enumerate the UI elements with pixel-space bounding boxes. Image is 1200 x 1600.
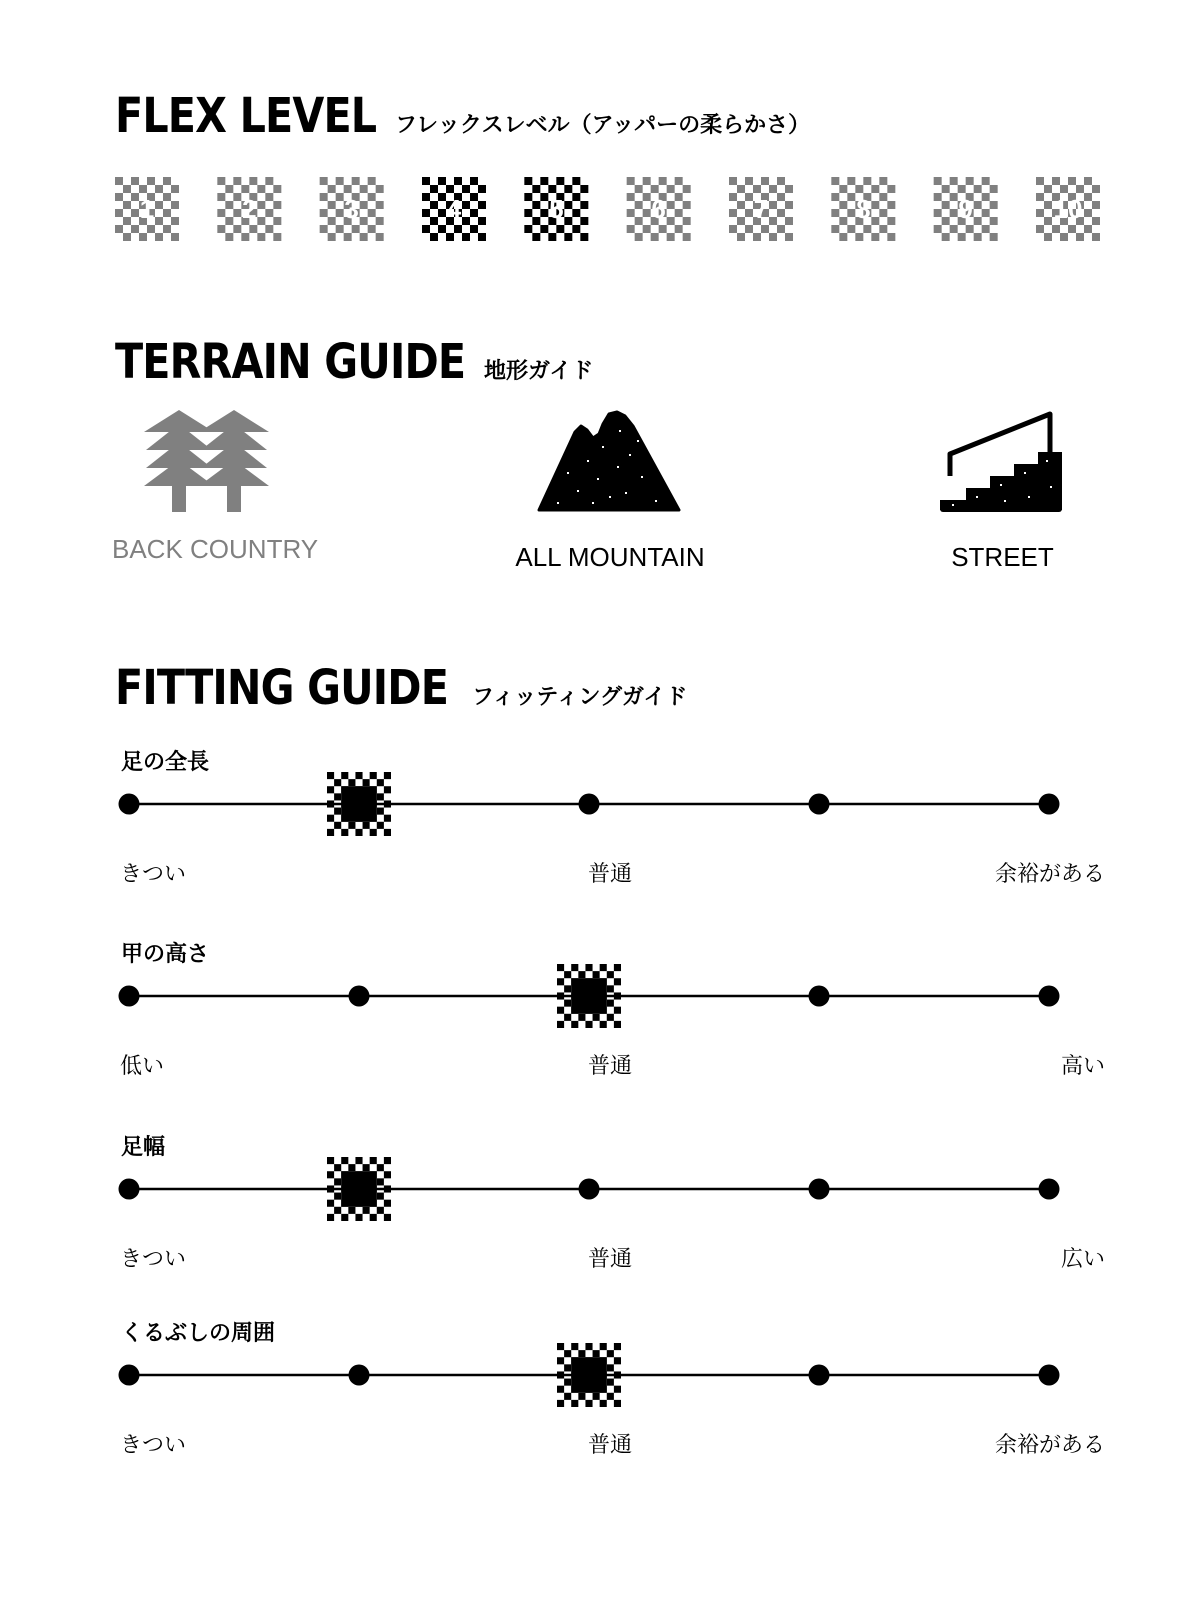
fit-label-mid: 普通 (587, 1247, 633, 1272)
flex-level-number: 5 (549, 194, 564, 224)
terrain-all-mountain (505, 410, 715, 573)
flex-level-number: 7 (753, 194, 769, 224)
fit-row-title: 甲の高さ (121, 942, 210, 967)
fit-label-high: 高い (1060, 1054, 1105, 1079)
fit-row-instep-height (115, 937, 1105, 1087)
fit-row-title: 足の全長 (121, 750, 210, 775)
terrain-back-country (112, 410, 319, 565)
fit-row-title: くるぶしの周囲 (121, 1321, 276, 1346)
fit-row-foot-width (115, 1130, 1105, 1280)
fit-row-foot-length (115, 745, 1105, 895)
flex-level-number: 4 (446, 194, 462, 224)
fit-row-ankle-circumference (115, 1316, 1105, 1466)
fit-row-title: 足幅 (121, 1135, 166, 1160)
flex-level-subtitle: フレックスレベル（アッパーの柔らかさ） (395, 113, 811, 138)
fit-scale (115, 957, 1105, 1037)
fit-step-dot (1039, 986, 1060, 1007)
fit-step-dot (349, 1365, 370, 1386)
stairs-icon (938, 410, 1068, 514)
fit-label-high: 広い (1060, 1247, 1105, 1272)
fit-label-low: きつい (120, 1247, 187, 1272)
terrain-guide-subtitle: 地形ガイド (484, 359, 594, 384)
flex-level-number: 3 (344, 194, 359, 224)
terrain-street (900, 410, 1105, 573)
fit-step-dot (1039, 794, 1060, 815)
fit-label-low: 低い (120, 1054, 165, 1079)
fit-step-dot (119, 986, 140, 1007)
terrain-guide-title: TERRAIN GUIDE (115, 334, 466, 390)
fit-step-dot (809, 986, 830, 1007)
flex-level-number: 8 (856, 194, 871, 224)
fit-step-dot (809, 794, 830, 815)
fit-step-dot (579, 794, 600, 815)
fit-step-dot (579, 1179, 600, 1200)
fit-label-mid: 普通 (587, 1054, 633, 1079)
flex-level-scale (115, 175, 1100, 243)
fit-scale (115, 1336, 1105, 1416)
fit-step-dot (349, 986, 370, 1007)
fit-label-high: 余裕がある (994, 862, 1105, 887)
fit-step-dot (1039, 1179, 1060, 1200)
fit-label-mid: 普通 (587, 1433, 633, 1458)
flex-level-title: FLEX LEVEL (115, 88, 377, 144)
fit-scale (115, 1150, 1105, 1230)
fitting-guide-title: FITTING GUIDE (115, 660, 449, 716)
fit-step-dot (119, 794, 140, 815)
tree-icon (144, 410, 274, 512)
flex-level-number: 9 (958, 194, 973, 224)
fit-step-dot (809, 1179, 830, 1200)
fit-step-dot (119, 1365, 140, 1386)
flex-level-number: 2 (242, 194, 257, 224)
terrain-label-street: STREET (951, 542, 1054, 572)
fit-label-high: 余裕がある (994, 1433, 1105, 1458)
fitting-guide-subtitle: フィッティングガイド (472, 685, 688, 710)
fit-label-mid: 普通 (587, 862, 633, 887)
fit-label-low: きつい (120, 862, 187, 887)
fit-step-dot (119, 1179, 140, 1200)
terrain-label-back-country: BACK COUNTRY (112, 534, 319, 564)
fit-step-dot (1039, 1365, 1060, 1386)
fit-scale (115, 765, 1105, 845)
terrain-label-all-mountain: ALL MOUNTAIN (515, 542, 705, 572)
flex-level-number: 1 (139, 194, 155, 224)
flex-level-number: 10 (1053, 194, 1083, 224)
fit-step-dot (809, 1365, 830, 1386)
fit-label-low: きつい (120, 1433, 187, 1458)
flex-level-number: 6 (651, 194, 666, 224)
mountain-icon (537, 410, 682, 512)
